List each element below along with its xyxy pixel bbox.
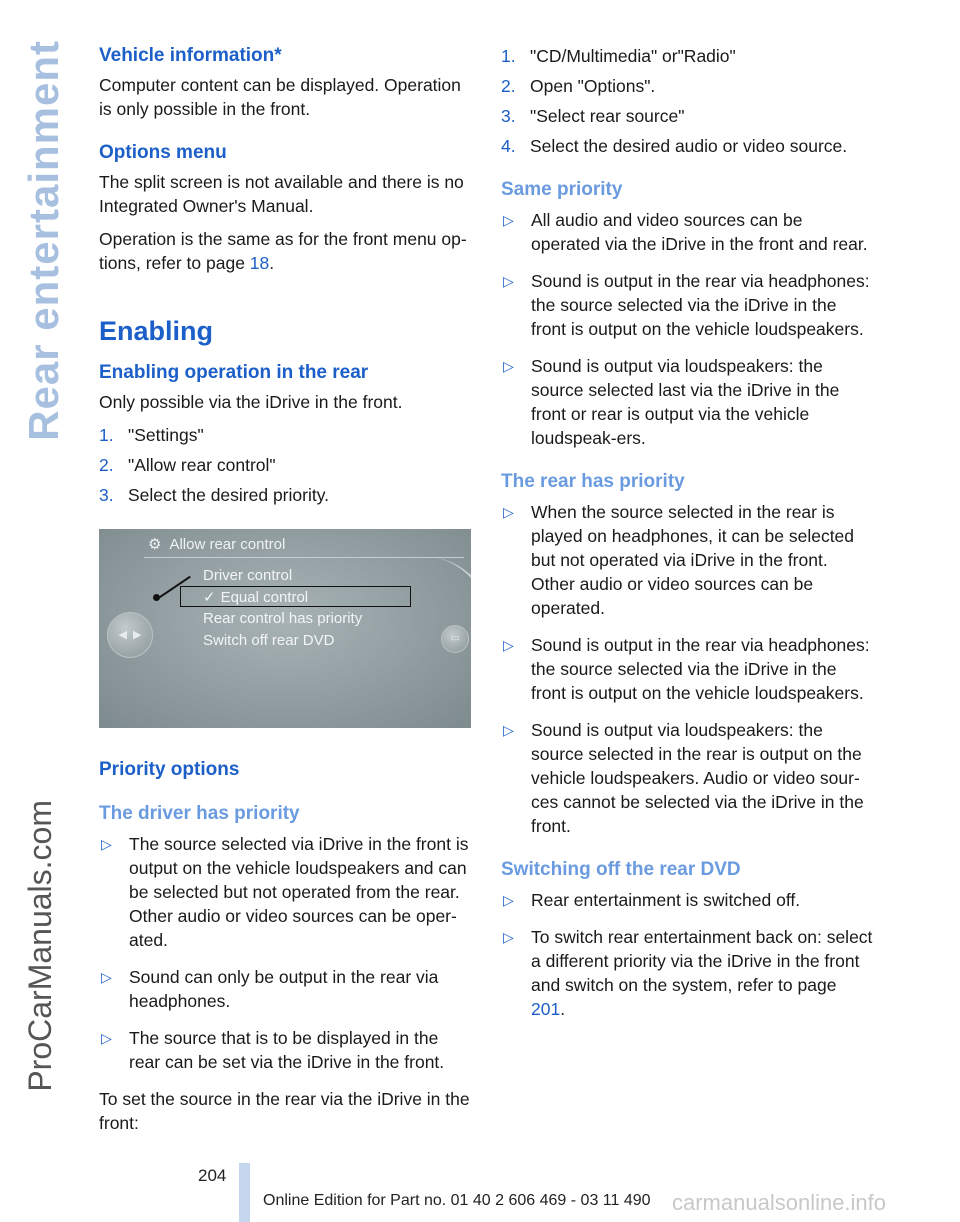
options-menu-para2-text: Operation is the same as for the front menu op-tions, refer to page [99, 229, 467, 273]
triangle-bullet-icon: ▷ [101, 836, 112, 852]
same-priority-heading: Same priority [501, 179, 623, 200]
list-item: ▷ All audio and video sources can be operated via the iDrive in the front and rear. [503, 210, 868, 254]
arrow-left-icon: ◀ [118, 629, 127, 641]
step-number: 3. [501, 106, 516, 126]
vehicle-info-heading: Vehicle information* [99, 45, 282, 66]
selection-highlight-box [180, 586, 411, 607]
enabling-subheading: Enabling operation in the rear [99, 362, 369, 383]
triangle-bullet-icon: ▷ [503, 358, 514, 374]
arrow-right-icon: ▶ [133, 629, 142, 641]
list-item: ▷ Sound is output via loudspeakers: the source selected last via the iDrive in the front or rear is output via the vehicle loudspeak-ers. [503, 356, 840, 448]
list-item: ▷ The source selected via iDrive in the front is output on the vehicle loudspeakers and can be selected but not operated from the rear. Other audio or video sources can be oper-ated. [101, 834, 469, 950]
footer-accent-bar [239, 1163, 250, 1222]
step-number: 2. [99, 455, 114, 475]
list-item [501, 104, 873, 128]
rear-priority-heading: The rear has priority [501, 471, 685, 492]
controller-knob [107, 612, 153, 658]
triangle-bullet-icon: ▷ [503, 722, 514, 738]
switch-off-bullet2: To switch rear entertainment back on: select a different priority via the iDrive in the front and switch on the system, refer to page 201. [531, 927, 873, 1019]
menu-button-icon: ▭ [441, 625, 469, 653]
menu-option-switch-off-dvd: Switch off rear DVD [203, 631, 335, 649]
list-item: ▷ Sound is output in the rear via headphones: the source selected via the iDrive in the front is output on the vehicle loudspeakers. [503, 635, 870, 703]
footer-watermark: carmanualsonline.info [672, 1190, 887, 1215]
driver-priority-heading: The driver has priority [99, 803, 300, 824]
menu-option-equal-control: ✓ Equal control [203, 588, 309, 606]
list-item: ▷ The source that is to be displayed in the rear can be set via the iDrive in the front. [101, 1028, 445, 1072]
footer-edition-text: Online Edition for Part no. 01 40 2 606 469 - 03 11 490 [263, 1192, 651, 1209]
menu-option-rear-priority: Rear control has priority [203, 610, 363, 627]
list-item: ▷ When the source selected in the rear is played on headphones, it can be selected but not operated via iDrive in the front. Other audio or video sources can be operated. [503, 502, 855, 618]
step-text: Open "Options". [530, 76, 656, 96]
screen-menu [203, 565, 362, 651]
options-menu-para1: The split screen is not available and there is no Integrated Owner's Manual. [99, 172, 464, 216]
list-item: ▷ Rear entertainment is switched off. [503, 890, 801, 910]
page-link-18[interactable]: 18 [249, 253, 270, 273]
triangle-bullet-icon: ▷ [101, 969, 112, 985]
vehicle-info-text: Computer content can be displayed. Operation is only possible in the front. [99, 75, 461, 119]
step-number: 2. [501, 76, 516, 96]
triangle-bullet-icon: ▷ [503, 504, 514, 520]
switch-off-list [501, 888, 873, 1021]
list-item [99, 423, 471, 447]
list-item: ▷ Sound is output in the rear via headphones: the source selected via the iDrive in the front is output on the vehicle loudspeakers. [503, 271, 870, 339]
page-link-201[interactable]: 201 [531, 999, 561, 1019]
step-number: 4. [501, 136, 516, 156]
list-item [501, 74, 873, 98]
screen-title-text: Allow rear control [169, 536, 286, 553]
idrive-screen-image [99, 529, 471, 728]
rear-priority-list [501, 500, 873, 838]
triangle-bullet-icon: ▷ [101, 1030, 112, 1046]
page-number: 204 [198, 1166, 227, 1185]
list-item [501, 134, 873, 158]
pointer-dot [153, 594, 160, 601]
enabling-heading: Enabling [99, 316, 213, 346]
step-text: "Allow rear control" [128, 455, 276, 475]
switch-off-heading: Switching off the rear DVD [501, 859, 741, 880]
side-watermark: ProCarManuals.com [22, 800, 58, 1092]
menu-option-driver-control: Driver control [203, 567, 293, 584]
rear-source-steps [501, 44, 873, 158]
priority-options-heading: Priority options [99, 759, 240, 780]
triangle-bullet-icon: ▷ [503, 892, 514, 908]
driver-priority-closing: To set the source in the rear via the iDrive in the front: [99, 1089, 470, 1133]
enabling-steps [99, 423, 471, 507]
section-side-title: Rear entertainment [20, 40, 67, 441]
step-number: 1. [501, 46, 516, 66]
triangle-bullet-icon: ▷ [503, 212, 514, 228]
list-item [99, 453, 471, 477]
step-number: 3. [99, 485, 114, 505]
options-menu-para2-end: . [269, 253, 275, 273]
gear-icon: ⚙ [148, 536, 162, 553]
step-text: Select the desired priority. [128, 485, 330, 505]
list-item [99, 483, 471, 507]
left-column [99, 44, 471, 1144]
check-icon: ✓ [203, 588, 216, 606]
options-menu-para2 [99, 227, 471, 275]
step-text: "CD/Multimedia" or"Radio" [530, 46, 736, 66]
step-text: "Select rear source" [530, 106, 685, 126]
right-column [501, 44, 873, 1034]
triangle-bullet-icon: ▷ [503, 637, 514, 653]
list-item: ▷ Sound is output via loudspeakers: the source selected in the rear is output on the vehicle loudspeakers. Audio or video sour-ces cannot be selected via the iDrive in the front. [503, 720, 864, 836]
same-priority-list [501, 208, 873, 450]
triangle-bullet-icon: ▷ [503, 273, 514, 289]
list-item [501, 925, 873, 1021]
screen-title [148, 533, 285, 557]
step-text: Select the desired audio or video source. [530, 136, 848, 156]
list-item [501, 44, 873, 68]
triangle-bullet-icon: ▷ [503, 929, 514, 945]
enabling-intro: Only possible via the iDrive in the front. [99, 392, 403, 412]
step-text: "Settings" [128, 425, 204, 445]
list-item: ▷ Sound can only be output in the rear via headphones. [101, 967, 439, 1011]
options-menu-heading: Options menu [99, 142, 227, 163]
driver-priority-list [99, 832, 471, 1074]
step-number: 1. [99, 425, 114, 445]
